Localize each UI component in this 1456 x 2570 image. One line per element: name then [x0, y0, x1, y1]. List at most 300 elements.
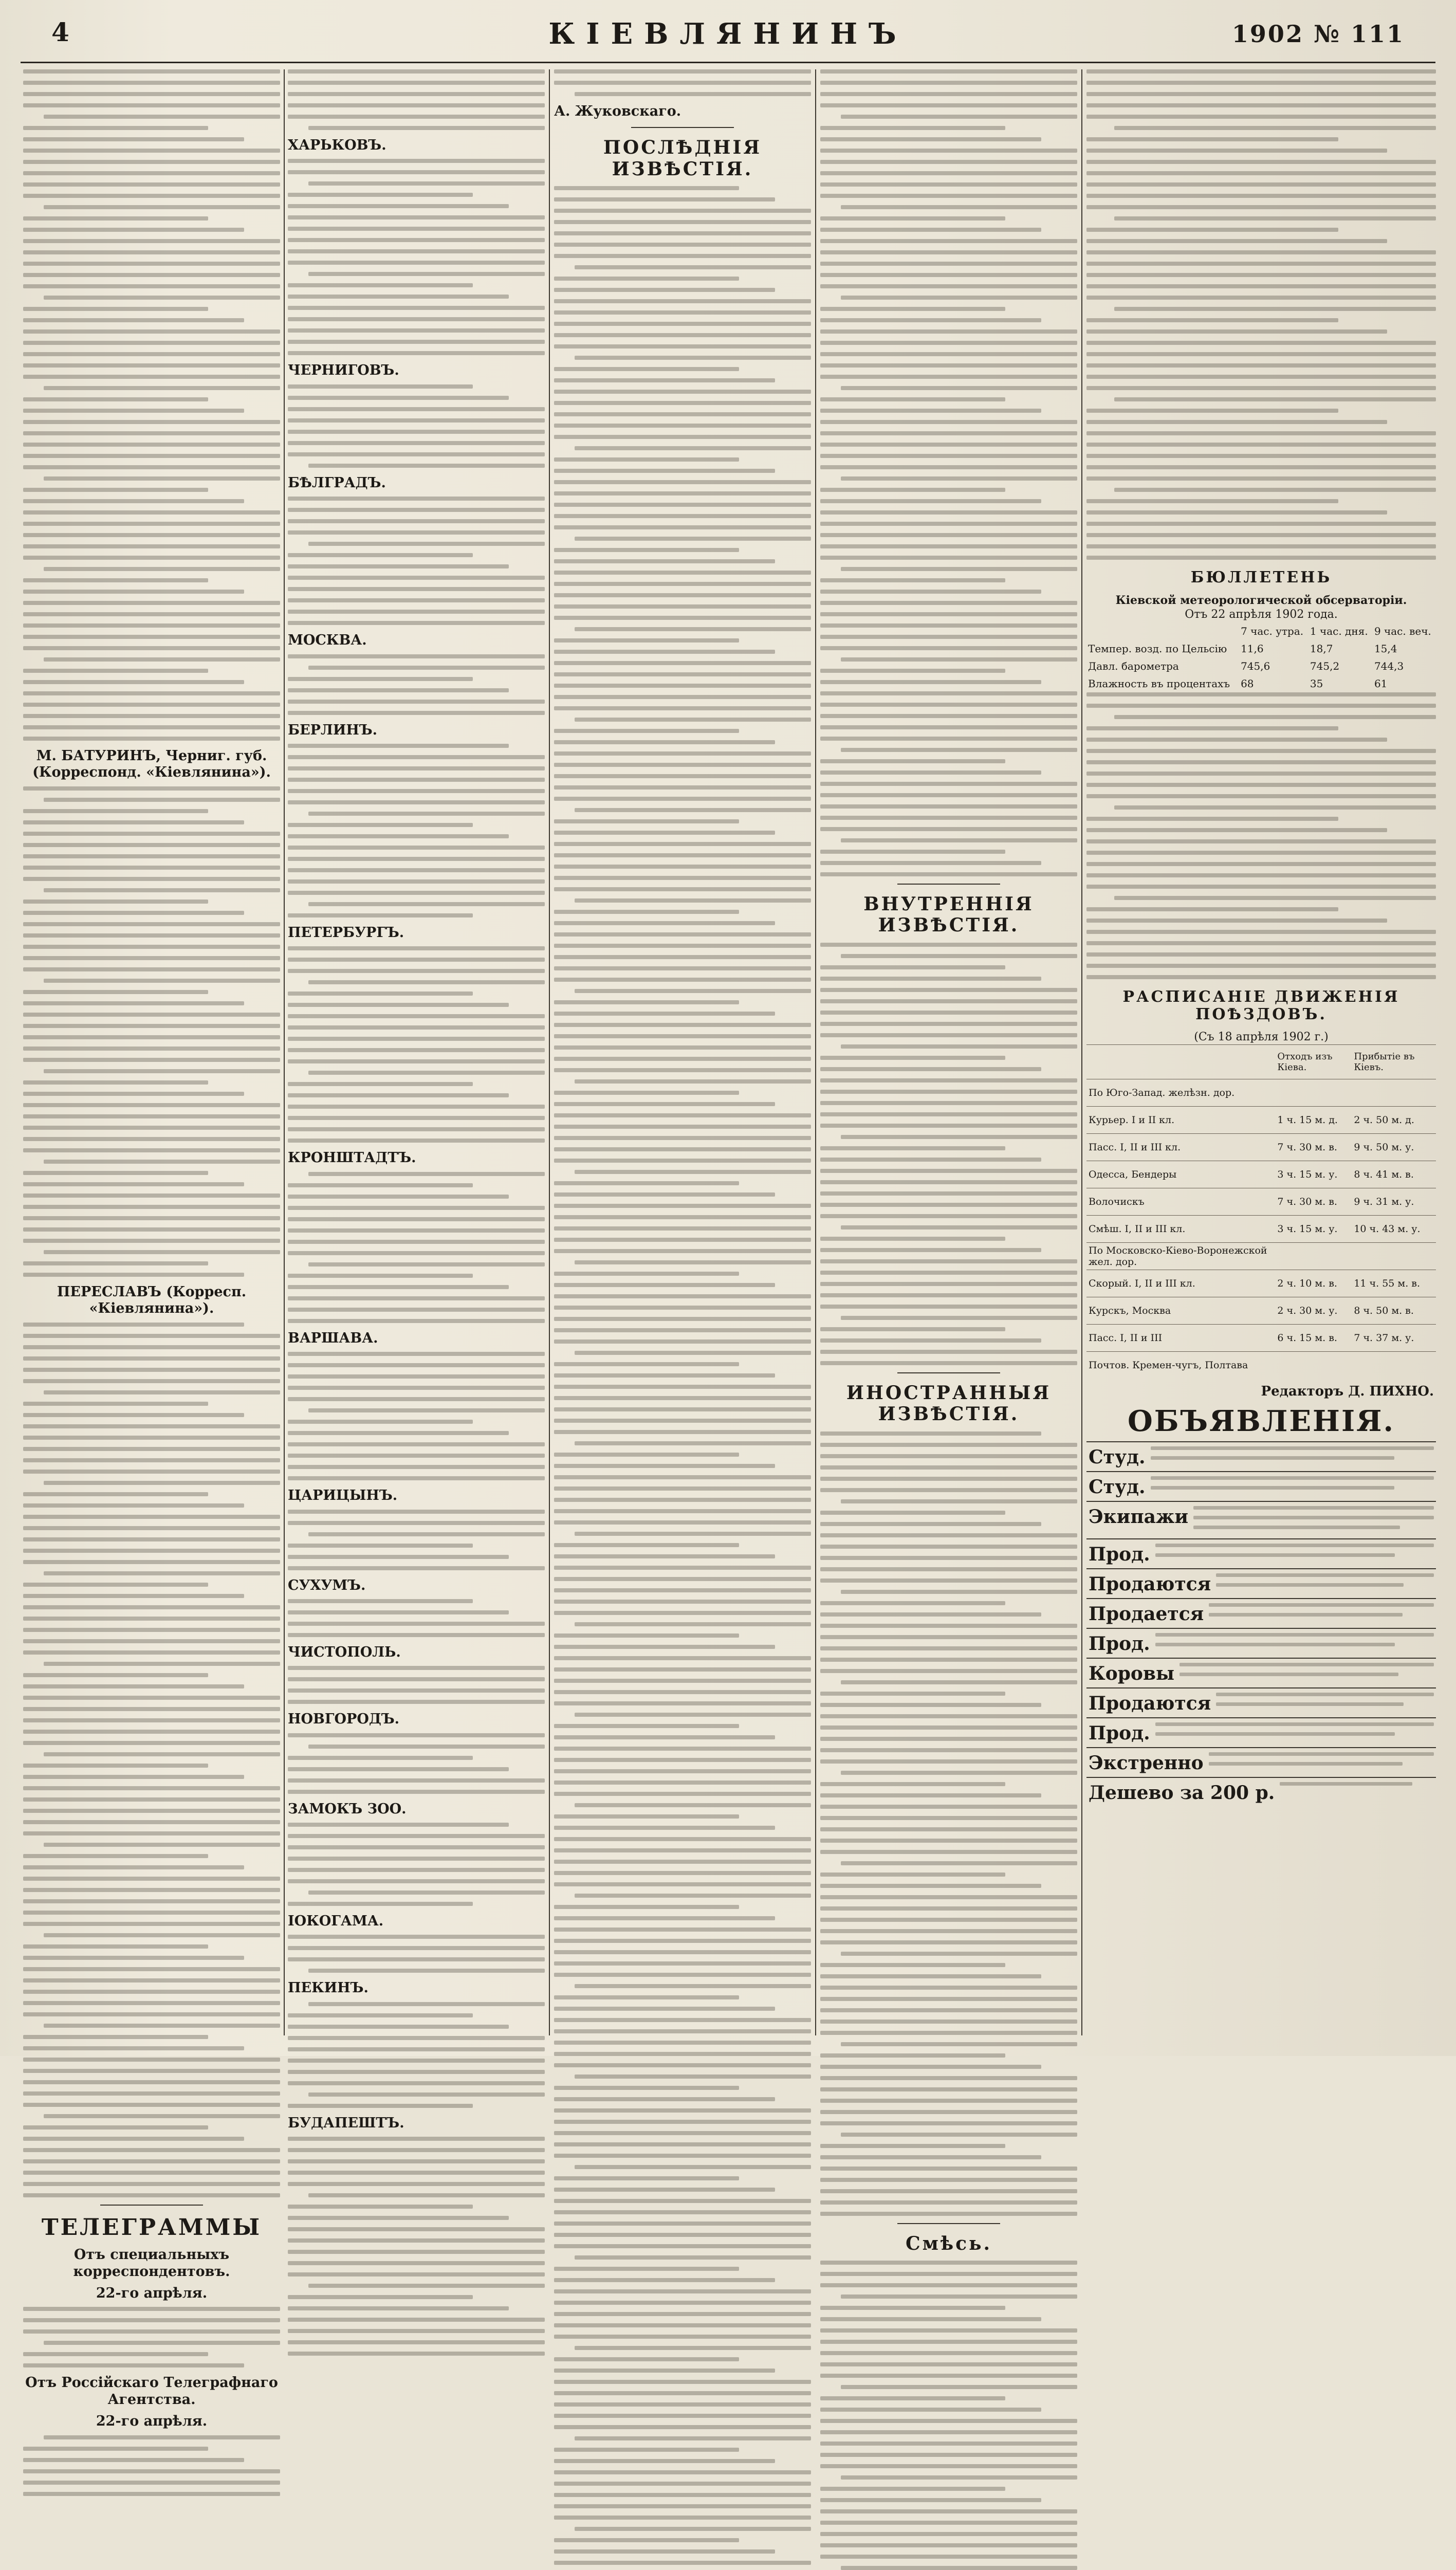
divider — [897, 2223, 1000, 2224]
text-line — [841, 115, 1077, 119]
text-line — [288, 1622, 545, 1626]
text-line — [23, 1741, 280, 1745]
text-line — [820, 2261, 1077, 2265]
text-line — [820, 2374, 1077, 2378]
text-line — [841, 1499, 1077, 1503]
text-line — [1086, 194, 1436, 198]
text-line — [820, 1940, 1077, 1944]
text-line — [820, 770, 1041, 775]
text-line — [23, 1447, 280, 1451]
text-line — [288, 553, 473, 557]
text-line — [820, 1703, 1041, 1707]
text-line — [23, 160, 280, 164]
text-line — [288, 2329, 545, 2333]
text-line — [23, 612, 280, 616]
text-line — [23, 363, 280, 368]
text-line — [554, 525, 811, 529]
text-line — [554, 220, 811, 224]
text-line — [288, 1946, 545, 1950]
text-line — [554, 1113, 811, 1117]
text-line — [308, 2193, 545, 2197]
text-line — [820, 1237, 1005, 1241]
text-line — [288, 1857, 545, 1861]
text-line — [23, 273, 280, 277]
text-line — [554, 1272, 739, 1276]
text-line — [820, 1918, 1077, 1922]
text-line — [820, 2362, 1077, 2366]
text-line — [820, 2532, 1077, 2536]
text-line — [23, 877, 280, 881]
text-line — [1086, 409, 1338, 413]
ad-keyword: Студ. — [1089, 1446, 1146, 1468]
text-line — [554, 1486, 811, 1491]
text-line — [288, 92, 545, 96]
text-line — [288, 2238, 545, 2243]
text-line — [288, 1510, 545, 1514]
ad-text — [1155, 1633, 1434, 1653]
text-line — [554, 2470, 811, 2474]
text-line — [23, 1944, 208, 1949]
text-line — [820, 81, 1077, 85]
text-line — [288, 261, 545, 265]
schedule-row — [1086, 1243, 1436, 1270]
city-tsaritsyn: ЦАРИЦЫНЪ. — [288, 1488, 398, 1504]
article-text — [820, 943, 1077, 1365]
text-line — [1209, 1762, 1403, 1766]
text-line — [23, 1379, 280, 1383]
text-line — [554, 1339, 811, 1344]
text-line — [820, 2453, 1077, 2457]
text-line — [554, 1012, 775, 1016]
text-line — [554, 1249, 811, 1253]
schedule-row — [1086, 1134, 1436, 1161]
text-line — [820, 1793, 1041, 1797]
text-line — [23, 646, 280, 650]
text-line — [820, 1112, 1077, 1116]
text-line — [820, 2543, 1077, 2547]
text-line — [288, 1003, 509, 1007]
text-line — [1086, 296, 1436, 300]
classified-ad — [1086, 1471, 1436, 1501]
text-line — [820, 1533, 1077, 1537]
text-line — [554, 480, 811, 484]
foreign-news-heading: ИНОСТРАННЫЯ ИЗВѢСТІЯ. — [846, 1382, 1052, 1425]
text-line — [288, 1454, 545, 1458]
article-text — [288, 1733, 545, 1794]
text-line — [288, 2047, 545, 2051]
text-line — [23, 714, 280, 718]
text-line — [1086, 862, 1436, 866]
text-line — [23, 465, 280, 469]
text-line — [23, 92, 280, 96]
text-line — [23, 1718, 280, 1722]
text-line — [820, 2351, 1077, 2355]
text-line — [1086, 465, 1436, 469]
text-line — [575, 2346, 811, 2350]
text-line — [820, 341, 1077, 345]
text-line — [1086, 115, 1436, 119]
schedule-subheading: (Съ 18 апрѣля 1902 г.) — [1194, 1030, 1329, 1043]
text-line — [554, 740, 775, 744]
text-line — [288, 1352, 545, 1356]
text-line — [554, 1475, 811, 1479]
text-line — [554, 1464, 775, 1468]
text-line — [820, 216, 1005, 221]
schedule-row — [1086, 1188, 1436, 1216]
article-text — [820, 69, 1077, 876]
agency-heading: Отъ Россійскаго Телеграфнаго Агентства. — [25, 2375, 278, 2408]
city-sukhum: СУХУМЪ. — [288, 1577, 366, 1593]
text-line — [554, 978, 811, 982]
internal-news-heading: ВНУТРЕННІЯ ИЗВѢСТІЯ. — [863, 893, 1034, 937]
text-line — [575, 1984, 811, 1988]
schedule-cell-arr — [1352, 1352, 1436, 1379]
text-line — [23, 1899, 280, 1903]
schedule-cell-route: Курскъ, Москва — [1086, 1297, 1275, 1325]
schedule-route-header — [1086, 1045, 1275, 1079]
schedule-row — [1086, 1079, 1436, 1107]
text-line — [554, 1611, 811, 1615]
text-line — [23, 866, 280, 870]
byline-pereslav: ПЕРЕСЛАВЪ (Корресп. «Кіевлянина»). — [57, 1283, 247, 1317]
text-line — [23, 1424, 280, 1428]
text-line — [820, 431, 1077, 435]
text-line — [288, 1476, 545, 1480]
text-line — [841, 1135, 1077, 1139]
text-line — [288, 115, 545, 119]
weather-col-header: 7 час. утра. — [1241, 625, 1304, 637]
text-line — [288, 1420, 473, 1424]
text-line — [23, 1356, 280, 1361]
schedule-row — [1086, 1352, 1436, 1379]
column-rule — [815, 69, 816, 2035]
text-line — [820, 1974, 1041, 1978]
schedule-cell-route: Скорый. І, ІІ и ІІІ кл. — [1086, 1270, 1275, 1297]
text-line — [23, 669, 208, 673]
text-line — [554, 81, 811, 85]
text-line — [554, 1724, 739, 1728]
text-line — [23, 1764, 208, 1768]
text-line — [554, 706, 811, 710]
text-line — [288, 1465, 545, 1469]
text-line — [820, 2283, 1077, 2287]
text-line — [554, 1328, 811, 1332]
text-line — [554, 333, 811, 337]
text-line — [841, 567, 1077, 571]
schedule-row — [1086, 1216, 1436, 1243]
text-line — [554, 2380, 811, 2384]
text-line — [820, 1067, 1041, 1071]
text-line — [841, 1771, 1077, 1775]
text-line — [288, 677, 473, 681]
text-line — [820, 1782, 1005, 1786]
text-line — [554, 2063, 811, 2067]
text-line — [23, 601, 280, 605]
text-line — [23, 1775, 244, 1779]
text-line — [288, 2081, 545, 2085]
text-line — [1086, 692, 1436, 696]
text-line — [554, 1294, 811, 1298]
text-line — [554, 1826, 775, 1830]
text-line — [554, 2549, 775, 2554]
text-line — [554, 401, 811, 405]
ad-keyword: Прод. — [1089, 1722, 1150, 1745]
text-line — [820, 623, 1077, 628]
text-line — [23, 1707, 280, 1711]
text-line — [820, 1963, 1005, 1967]
schedule-cell-arr: 8 ч. 50 м. в. — [1352, 1297, 1436, 1325]
text-line — [23, 933, 280, 938]
text-line — [23, 1114, 280, 1118]
text-line — [841, 2294, 1077, 2299]
text-line — [554, 1758, 811, 1762]
text-line — [820, 2317, 1041, 2321]
text-line — [44, 979, 280, 983]
page-number: 4 — [51, 17, 69, 47]
text-line — [23, 262, 280, 266]
classified-ad — [1086, 1568, 1436, 1598]
text-line — [554, 231, 811, 235]
weather-cell: 18,7 — [1310, 642, 1333, 655]
text-line — [820, 2178, 1077, 2182]
schedule-cell-dep: 2 ч. 10 м. в. — [1275, 1270, 1352, 1297]
text-line — [554, 1102, 775, 1106]
text-line — [820, 454, 1077, 458]
article-text — [288, 1599, 545, 1637]
text-line — [554, 955, 811, 959]
text-line — [23, 1549, 280, 1553]
text-line — [1086, 783, 1436, 787]
text-line — [288, 2059, 545, 2063]
text-line — [820, 443, 1077, 447]
article-text — [820, 2261, 1077, 2570]
text-line — [554, 1837, 811, 1841]
text-line — [841, 1861, 1077, 1865]
text-line — [820, 465, 1077, 469]
text-line — [1086, 499, 1338, 503]
text-line — [288, 1935, 545, 1939]
text-line — [820, 793, 1077, 797]
text-line — [820, 2144, 1005, 2148]
text-line — [554, 785, 811, 790]
text-line — [288, 1442, 545, 1446]
text-line — [820, 544, 1077, 548]
text-line — [288, 2272, 545, 2277]
text-line — [23, 1639, 280, 1643]
weather-cell: 11,6 — [1241, 642, 1264, 655]
miscellany-heading: Смѣсь. — [905, 2232, 992, 2254]
text-line — [820, 533, 1077, 537]
text-line — [575, 2075, 811, 2079]
schedule-row — [1086, 1270, 1436, 1297]
text-line — [23, 103, 280, 107]
text-line — [308, 1071, 545, 1075]
text-line — [23, 443, 280, 447]
text-line — [288, 1957, 545, 1961]
text-line — [1086, 341, 1436, 345]
text-line — [1209, 1613, 1402, 1617]
text-line — [1086, 851, 1436, 855]
text-line — [554, 2188, 775, 2192]
text-line — [1086, 137, 1338, 141]
text-line — [1086, 704, 1436, 708]
schedule-heading: РАСПИСАНІЕ ДВИЖЕНІЯ ПОѢЗДОВЪ. — [1122, 987, 1400, 1024]
text-line — [575, 446, 811, 450]
text-line — [554, 1645, 775, 1649]
text-line — [820, 1873, 1005, 1877]
text-line — [288, 2148, 545, 2152]
text-line — [1086, 873, 1436, 877]
text-line — [288, 2182, 545, 2186]
text-line — [288, 766, 545, 770]
text-line — [23, 2091, 280, 2096]
text-line — [288, 2025, 509, 2029]
text-line — [841, 1316, 1077, 1320]
text-line — [820, 1180, 1077, 1184]
text-line — [554, 1656, 811, 1660]
text-line — [23, 956, 280, 960]
text-line — [554, 435, 811, 439]
text-line — [820, 1929, 1077, 1933]
schedule-cell-dep: 2 ч. 30 м. у. — [1275, 1297, 1352, 1325]
text-line — [820, 2328, 1077, 2333]
text-line — [820, 977, 1041, 981]
text-line — [23, 488, 208, 492]
text-line — [288, 1285, 509, 1289]
text-line — [23, 1797, 280, 1802]
text-line — [554, 2414, 811, 2418]
text-line — [1086, 81, 1436, 85]
text-line — [23, 2492, 280, 2496]
text-line — [44, 1481, 280, 1485]
text-line — [554, 1814, 739, 1819]
text-line — [23, 375, 280, 379]
weather-cell: 745,6 — [1241, 659, 1270, 672]
text-line — [554, 2504, 811, 2508]
text-line — [288, 1902, 473, 1906]
text-line — [554, 1204, 811, 1208]
schedule-cell-route: По Московско-Кіево-Воронежской жел. дор. — [1086, 1243, 1275, 1270]
text-line — [575, 356, 811, 360]
text-line — [1114, 896, 1436, 900]
text-line — [288, 946, 545, 950]
text-line — [575, 1803, 811, 1807]
text-line — [1086, 431, 1436, 435]
text-line — [288, 418, 545, 423]
text-line — [841, 205, 1077, 209]
text-line — [820, 590, 1041, 594]
text-line — [554, 2323, 811, 2327]
text-line — [554, 616, 811, 620]
text-line — [1086, 262, 1436, 266]
text-line — [23, 2046, 244, 2050]
text-line — [820, 1895, 1077, 1899]
column-rule — [549, 69, 550, 2035]
text-line — [23, 922, 280, 926]
text-line — [44, 2114, 280, 2118]
telegrams-subheading: Отъ специальныхъ корреспондентовъ. — [73, 2247, 230, 2280]
text-line — [308, 126, 545, 130]
text-line — [820, 1906, 1077, 1911]
text-line — [1086, 964, 1436, 968]
text-line — [841, 296, 1077, 300]
text-line — [1086, 794, 1436, 798]
text-line — [554, 197, 775, 201]
text-line — [554, 2131, 811, 2135]
text-line — [308, 812, 545, 816]
text-line — [820, 1624, 1077, 1628]
text-line — [554, 2425, 811, 2429]
text-line — [308, 2092, 545, 2097]
classified-ad — [1086, 1717, 1436, 1747]
text-line — [288, 1116, 545, 1120]
ads-heading: ОБЪЯВЛЕНІЯ. — [1127, 1404, 1395, 1439]
text-line — [1086, 760, 1436, 764]
text-line — [288, 598, 545, 602]
text-line — [1086, 171, 1436, 175]
text-line — [820, 1725, 1077, 1730]
text-line — [820, 2099, 1077, 2103]
text-line — [820, 137, 1041, 141]
text-line — [288, 1610, 509, 1614]
text-line — [554, 69, 811, 74]
text-line — [288, 1217, 545, 1221]
text-line — [44, 1160, 280, 1164]
text-line — [288, 1599, 473, 1603]
text-line — [1086, 476, 1436, 481]
text-line — [288, 1767, 509, 1771]
text-line — [23, 1345, 280, 1349]
text-line — [1086, 329, 1387, 334]
text-line — [23, 1273, 244, 1277]
text-line — [820, 1839, 1077, 1843]
text-line — [23, 1526, 280, 1530]
text-line — [554, 1238, 811, 1242]
text-line — [554, 1905, 739, 1909]
text-line — [44, 1933, 280, 1937]
city-kronshtadt: КРОНШТАДТЪ. — [288, 1150, 416, 1166]
text-line — [1114, 715, 1436, 719]
text-line — [554, 2199, 811, 2203]
text-line — [1086, 239, 1387, 243]
text-line — [1086, 544, 1436, 548]
weather-cell: 61 — [1374, 677, 1388, 690]
text-line — [554, 1498, 811, 1502]
text-line — [288, 1666, 545, 1670]
text-line — [23, 409, 244, 413]
text-line — [288, 1059, 545, 1063]
text-line — [820, 2442, 1077, 2446]
text-line — [288, 430, 545, 434]
text-line — [23, 510, 280, 515]
text-line — [23, 2481, 280, 2485]
text-line — [820, 759, 1005, 763]
article-text — [288, 1935, 545, 1973]
article-text — [288, 384, 545, 468]
text-line — [554, 763, 811, 767]
text-line — [1086, 817, 1338, 821]
text-line — [820, 1282, 1077, 1286]
classified-ad — [1086, 1538, 1436, 1568]
text-line — [288, 2227, 545, 2231]
text-line — [23, 967, 280, 971]
text-line — [1114, 307, 1436, 311]
text-line — [23, 820, 244, 824]
text-line — [554, 2142, 811, 2146]
weather-table — [1086, 622, 1436, 692]
text-line — [23, 809, 208, 813]
text-line — [288, 508, 545, 512]
